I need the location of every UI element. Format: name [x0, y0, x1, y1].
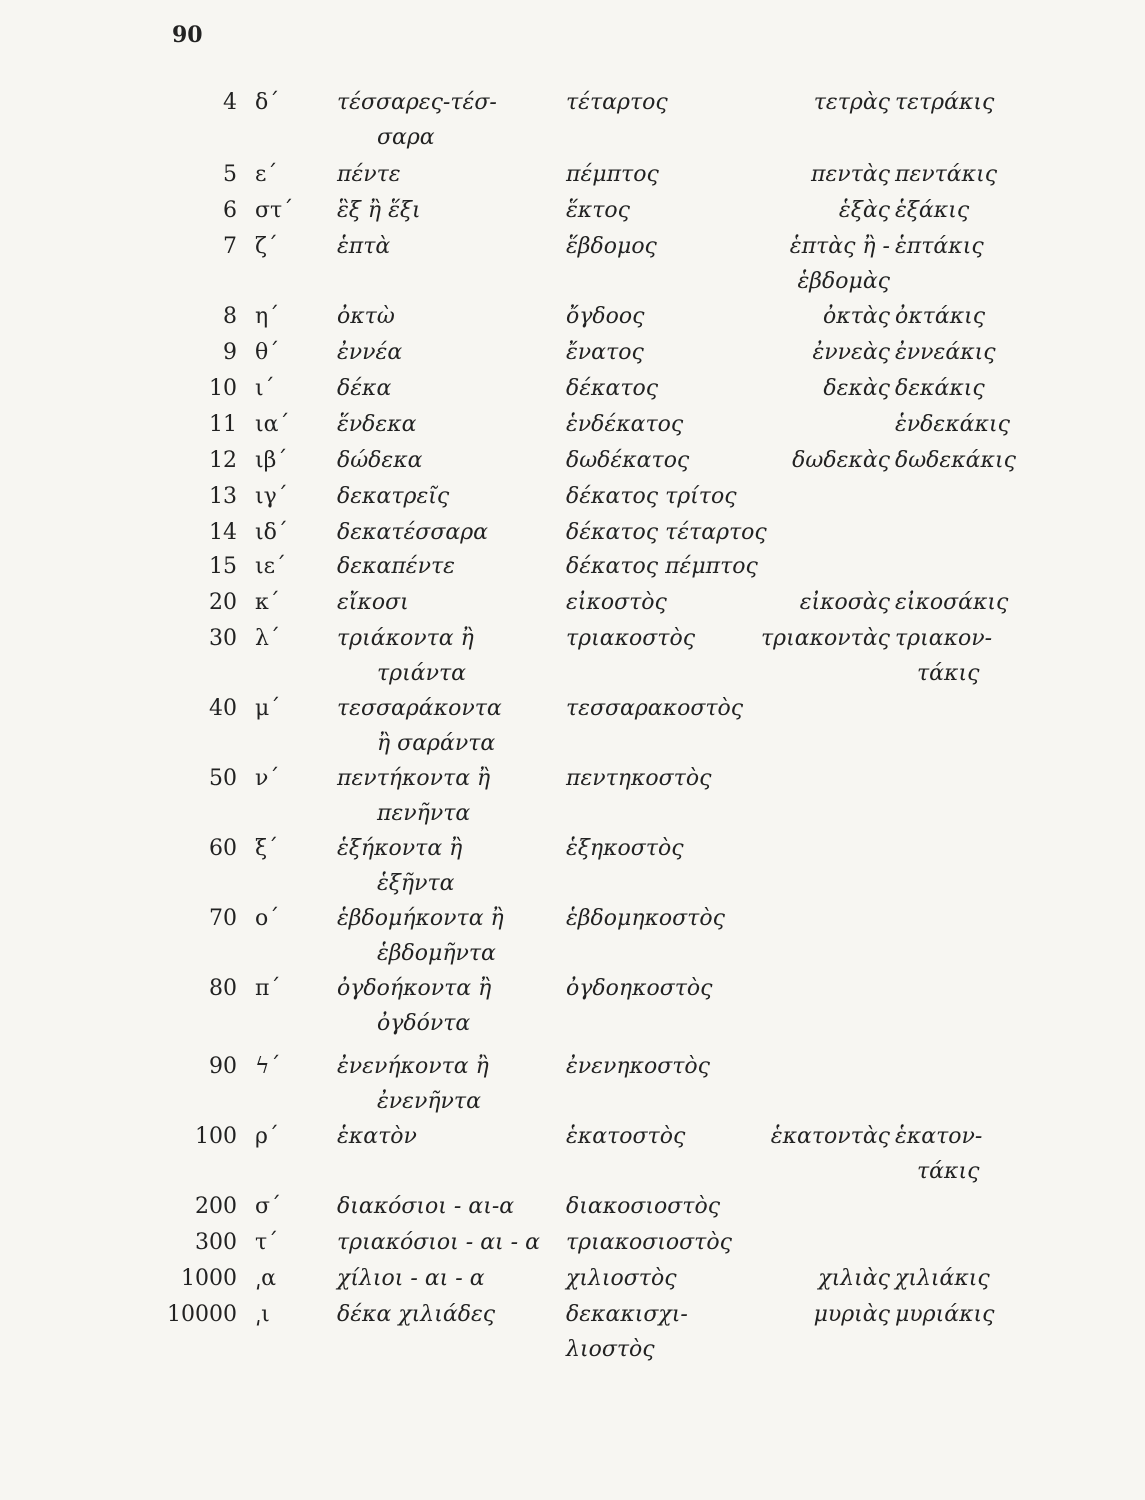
collective: ἐννεὰς: [812, 340, 890, 365]
greek-numeral: ε΄: [255, 162, 278, 187]
arabic-numeral: 90: [209, 1054, 237, 1079]
cardinal: πέντε: [337, 162, 401, 187]
ordinal-continued: λιοστὸς: [566, 1337, 655, 1362]
collective: ἑκατοντὰς: [770, 1124, 890, 1149]
ordinal: δέκατος πέμπτος: [566, 554, 758, 579]
greek-numeral: ͵α: [255, 1266, 276, 1291]
cardinal: εἴκοσι: [337, 590, 409, 615]
adverb: ἑνδεκάκις: [895, 412, 1010, 437]
table-row: [0, 762, 1145, 832]
ordinal: δέκατος τρίτος: [566, 484, 737, 509]
arabic-numeral: 60: [209, 836, 237, 861]
arabic-numeral: 80: [209, 976, 237, 1001]
greek-numeral: μ΄: [255, 696, 281, 721]
greek-numeral: τ΄: [255, 1230, 279, 1255]
collective: δωδεκὰς: [792, 448, 890, 473]
collective: εἰκοσὰς: [799, 590, 890, 615]
cardinal: ἐνενήκοντα ἢ: [337, 1054, 489, 1079]
cardinal: ἑξήκοντα ἢ: [337, 836, 463, 861]
table-row: [0, 622, 1145, 692]
cardinal: ἕνδεκα: [337, 412, 417, 437]
greek-numeral: θ΄: [255, 340, 280, 365]
arabic-numeral: 100: [195, 1124, 237, 1149]
greek-numeral: η΄: [255, 304, 280, 329]
cardinal: χίλιοι - αι - α: [337, 1266, 485, 1291]
adverb: ἑπτάκις: [895, 234, 984, 259]
ordinal: δωδέκατος: [566, 448, 690, 473]
arabic-numeral: 8: [223, 304, 237, 329]
table-row: [0, 832, 1145, 902]
cardinal-continued: πενῆντα: [377, 801, 471, 826]
ordinal: δέκατος: [566, 376, 659, 401]
adverb: τετράκις: [895, 90, 995, 115]
adverb-continued: τάκις: [917, 661, 980, 686]
adverb: ἑξάκις: [895, 198, 970, 223]
cardinal: δεκατρεῖς: [337, 484, 450, 509]
arabic-numeral: 6: [223, 198, 237, 223]
arabic-numeral: 12: [209, 448, 237, 473]
ordinal: δεκακισχι-: [566, 1302, 688, 1327]
adverb: τριακον-: [895, 626, 993, 651]
collective: μυριὰς: [813, 1302, 890, 1327]
arabic-numeral: 13: [209, 484, 237, 509]
arabic-numeral: 1000: [181, 1266, 237, 1291]
ordinal: ἔνατος: [566, 340, 644, 365]
cardinal-continued: σαρα: [377, 125, 435, 150]
cardinal: ἓξ ἢ ἕξι: [337, 198, 421, 223]
cardinal: διακόσιοι - αι-α: [337, 1194, 515, 1219]
cardinal-continued: ὀγδόντα: [377, 1011, 471, 1036]
arabic-numeral: 7: [223, 234, 237, 259]
cardinal-continued: ἑξῆντα: [377, 871, 455, 896]
arabic-numeral: 40: [209, 696, 237, 721]
collective-continued: ἑβδομὰς: [797, 269, 890, 294]
arabic-numeral: 10: [209, 376, 237, 401]
arabic-numeral: 70: [209, 906, 237, 931]
table-row: [0, 86, 1145, 156]
cardinal-continued: ἑβδομῆντα: [377, 941, 496, 966]
ordinal: τεσσαρακοστὸς: [566, 696, 744, 721]
ordinal: δέκατος τέταρτος: [566, 520, 767, 545]
cardinal: ὀκτὼ: [337, 304, 395, 329]
arabic-numeral: 10000: [167, 1302, 237, 1327]
arabic-numeral: 50: [209, 766, 237, 791]
cardinal: ὀγδοήκοντα ἢ: [337, 976, 492, 1001]
greek-numeral: ι΄: [255, 376, 275, 401]
arabic-numeral: 5: [223, 162, 237, 187]
arabic-numeral: 4: [223, 90, 237, 115]
ordinal: τέταρτος: [566, 90, 668, 115]
greek-numeral: ιγ΄: [255, 484, 288, 509]
ordinal: ἑνδέκατος: [566, 412, 684, 437]
greek-numeral: ρ΄: [255, 1124, 279, 1149]
collective: χιλιὰς: [818, 1266, 890, 1291]
ordinal: ἑξηκοστὸς: [566, 836, 684, 861]
ordinal: τριακοσιοστὸς: [566, 1230, 732, 1255]
arabic-numeral: 15: [209, 554, 237, 579]
ordinal: ἑβδομηκοστὸς: [566, 906, 725, 931]
cardinal: ἐννέα: [337, 340, 403, 365]
greek-numeral: στ΄: [255, 198, 294, 223]
arabic-numeral: 30: [209, 626, 237, 651]
cardinal: ἑκατὸν: [337, 1124, 417, 1149]
greek-numeral: π΄: [255, 976, 281, 1001]
arabic-numeral: 14: [209, 520, 237, 545]
greek-numeral: ιβ΄: [255, 448, 288, 473]
cardinal: δέκα χιλιάδες: [337, 1302, 496, 1327]
arabic-numeral: 300: [195, 1230, 237, 1255]
adverb: πεντάκις: [895, 162, 998, 187]
adverb: ἐννεάκις: [895, 340, 996, 365]
greek-numeral: δ΄: [255, 90, 280, 115]
ordinal: διακοσιοστὸς: [566, 1194, 721, 1219]
ordinal: πέμπτος: [566, 162, 659, 187]
cardinal-continued: ἐνενῆντα: [377, 1089, 481, 1114]
ordinal: χιλιοστὸς: [566, 1266, 677, 1291]
table-row: [0, 692, 1145, 762]
collective: πεντὰς: [811, 162, 890, 187]
greek-numeral: ιδ΄: [255, 520, 288, 545]
adverb: χιλιάκις: [895, 1266, 990, 1291]
adverb: δεκάκις: [895, 376, 985, 401]
cardinal: τέσσαρες-τέσ-: [337, 90, 497, 115]
adverb: ὀκτάκις: [895, 304, 986, 329]
adverb-continued: τάκις: [917, 1159, 980, 1184]
ordinal: τριακοστὸς: [566, 626, 696, 651]
arabic-numeral: 9: [223, 340, 237, 365]
greek-numeral: ν΄: [255, 766, 280, 791]
cardinal: ἑβδομήκοντα ἢ: [337, 906, 504, 931]
table-row: [0, 230, 1145, 300]
table-row: [0, 1050, 1145, 1120]
greek-numeral: κ΄: [255, 590, 280, 615]
greek-numeral: σ΄: [255, 1194, 282, 1219]
greek-numeral: ξ΄: [255, 836, 279, 861]
adverb: εἰκοσάκις: [895, 590, 1009, 615]
cardinal: ἑπτὰ: [337, 234, 391, 259]
greek-numeral: ο΄: [255, 906, 280, 931]
greek-numeral: ια΄: [255, 412, 290, 437]
collective: δεκὰς: [823, 376, 890, 401]
adverb: δωδεκάκις: [895, 448, 1016, 473]
cardinal: τριακόσιοι - αι - α: [337, 1230, 540, 1255]
cardinal: δέκα: [337, 376, 392, 401]
table-row: [0, 972, 1145, 1042]
ordinal: πεντηκοστὸς: [566, 766, 712, 791]
table-row: [0, 902, 1145, 972]
greek-numeral: λ΄: [255, 626, 280, 651]
arabic-numeral: 200: [195, 1194, 237, 1219]
greek-numeral: ͵ι: [255, 1302, 270, 1327]
collective: τετρὰς: [813, 90, 890, 115]
cardinal-continued: ἢ σαράντα: [377, 731, 496, 756]
arabic-numeral: 11: [209, 412, 237, 437]
cardinal: τριάκοντα ἢ: [337, 626, 474, 651]
ordinal: ἑκατοστὸς: [566, 1124, 686, 1149]
table-row: [0, 1298, 1145, 1368]
page-number: 90: [172, 22, 203, 48]
adverb: ἑκατον-: [895, 1124, 983, 1149]
cardinal: πεντήκοντα ἢ: [337, 766, 491, 791]
ordinal: ὄγδοος: [566, 304, 645, 329]
greek-numeral: ϟ΄: [255, 1054, 281, 1079]
ordinal: ἕκτος: [566, 198, 630, 223]
ordinal: ὀγδοηκοστὸς: [566, 976, 713, 1001]
adverb: μυριάκις: [895, 1302, 995, 1327]
collective: ἑξὰς: [838, 198, 890, 223]
greek-numeral: ιε΄: [255, 554, 287, 579]
greek-numeral: ζ΄: [255, 234, 278, 259]
cardinal: δεκαπέντε: [337, 554, 455, 579]
ordinal: ἕβδομος: [566, 234, 657, 259]
cardinal-continued: τριάντα: [377, 661, 466, 686]
ordinal: εἰκοστὸς: [566, 590, 667, 615]
collective: ὀκτὰς: [822, 304, 890, 329]
collective: ἑπτὰς ἢ -: [789, 234, 890, 259]
cardinal: δεκατέσσαρα: [337, 520, 488, 545]
arabic-numeral: 20: [209, 590, 237, 615]
cardinal: δώδεκα: [337, 448, 423, 473]
table-row: [0, 1120, 1145, 1190]
cardinal: τεσσαράκοντα: [337, 696, 502, 721]
ordinal: ἐνενηκοστὸς: [566, 1054, 710, 1079]
collective: τριακοντὰς: [761, 626, 890, 651]
